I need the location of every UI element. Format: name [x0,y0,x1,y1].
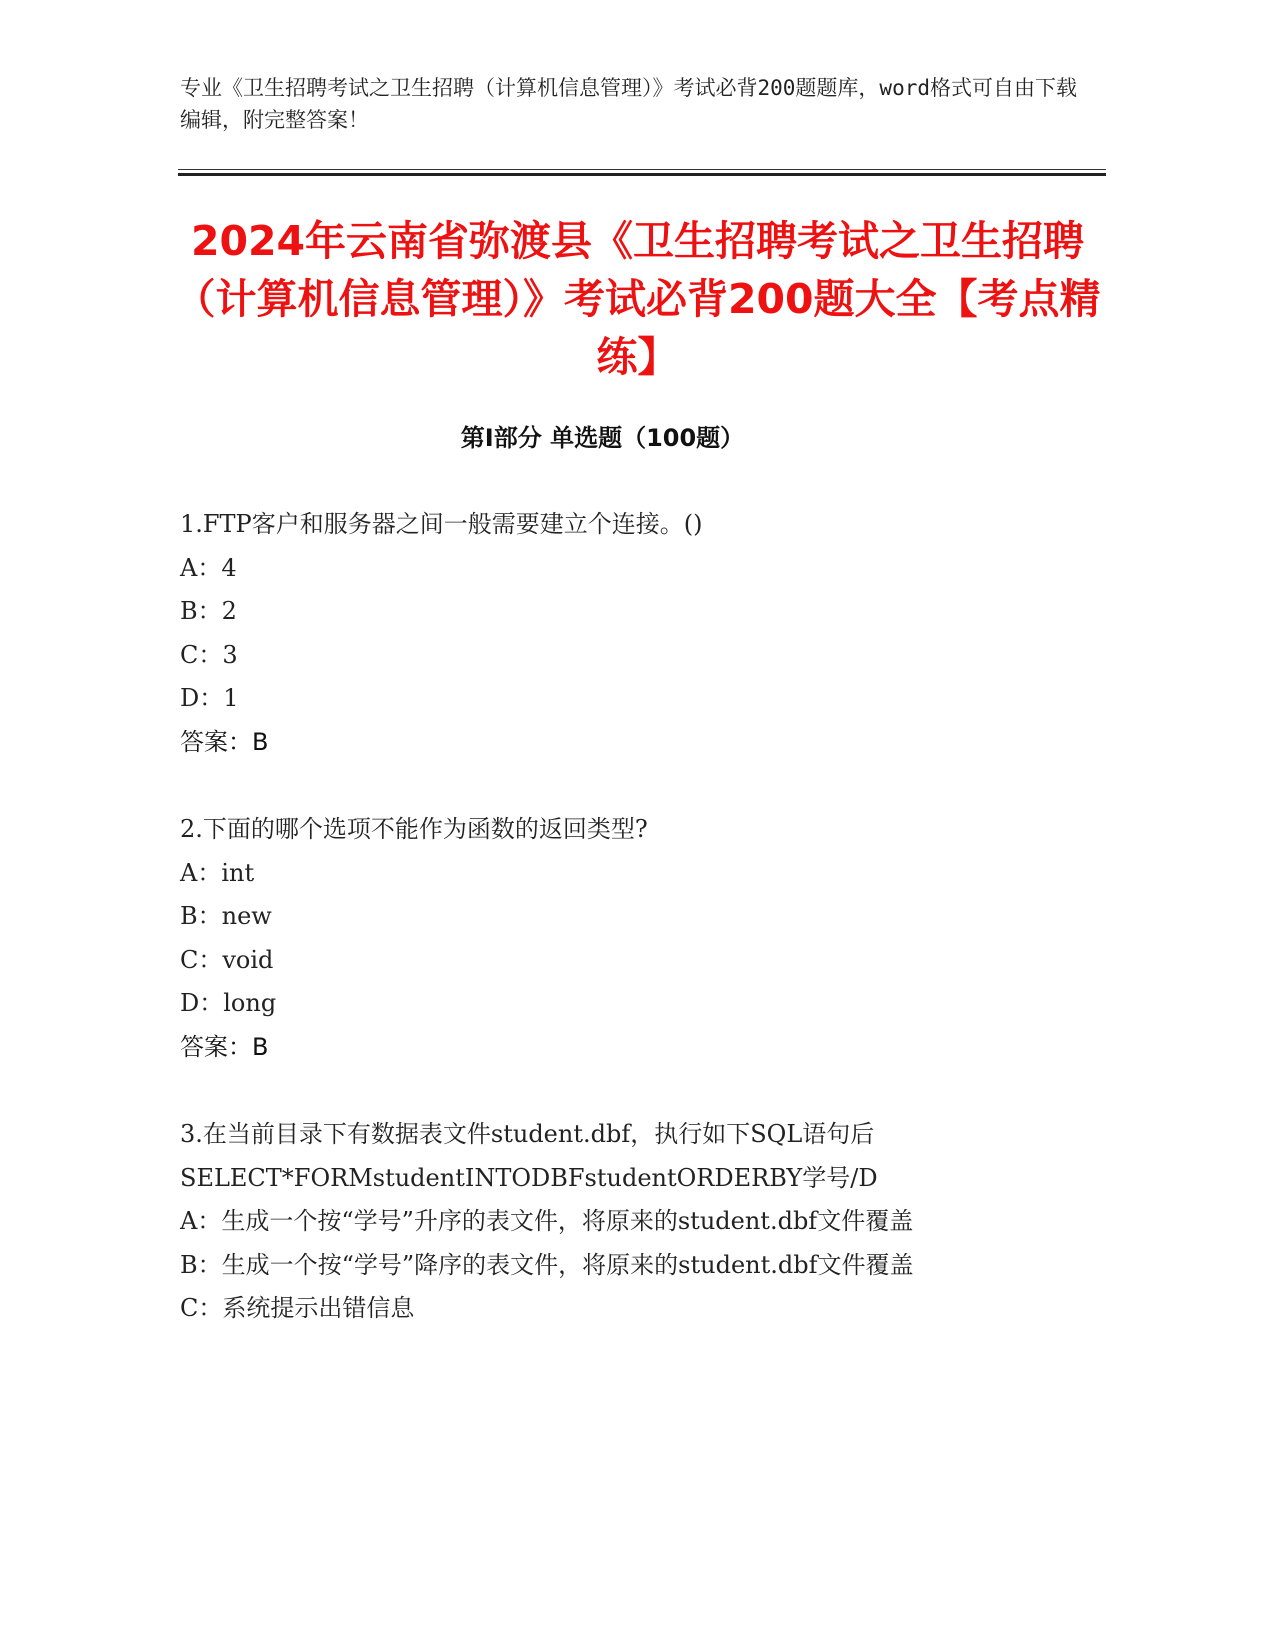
header-divider-thin [178,169,1106,170]
option-a: A：4 [180,553,237,582]
option-b: B：new [180,902,272,930]
question-list [180,503,1050,1375]
answer-line: 答案：B [180,1032,269,1061]
question-item [180,1113,1050,1331]
document-title: 2024年云南省弥渡县《卫生招聘考试之卫生招聘（计算机信息管理）》考试必背200题大全【考点精练】 [174,217,1101,381]
question-stem: 3.在当前目录下有数据表文件student.dbf，执行如下SQL语句后SELECT*FORMstudentINTODBFstudentORDERBY学号/D [180,1120,878,1192]
option-a: A：int [180,858,255,887]
option-a: A：生成一个按“学号”升序的表文件，将原来的student.dbf文件覆盖 [180,1207,914,1235]
question-stem: 1.FTP客户和服务器之间一般需要建立个连接。() [180,510,703,538]
answer-line: 答案：B [180,727,269,756]
option-c: C：系统提示出错信息 [180,1294,415,1322]
header-divider-thick [178,173,1106,176]
question-item [180,808,1050,1069]
option-c: C：3 [180,640,238,669]
question-item [180,503,1050,764]
header-note: 专业《卫生招聘考试之卫生招聘（计算机信息管理）》考试必背200题题库，word格式可自由下载编辑，附完整答案！ [180,76,1077,132]
option-d: D：1 [180,684,239,712]
option-d: D：long [180,989,277,1017]
option-b: B：2 [180,597,237,625]
option-b: B：生成一个按“学号”降序的表文件，将原来的student.dbf文件覆盖 [180,1250,914,1279]
question-stem: 2.下面的哪个选项不能作为函数的返回类型? [180,815,648,843]
option-c: C：void [180,945,274,974]
section-heading: 第Ⅰ部分 单选题（100题） [460,424,745,452]
